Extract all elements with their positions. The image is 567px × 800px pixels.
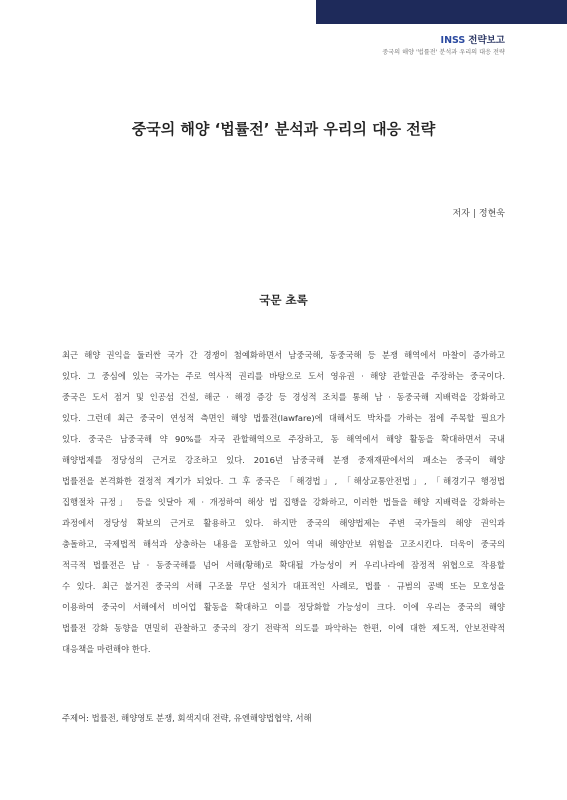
header-color-bar <box>316 0 567 24</box>
brand-series: 전략보고 <box>468 35 505 46</box>
document-title: 중국의 해양 ‘법률전’ 분석과 우리의 대응 전략 <box>131 120 436 138</box>
abstract-heading: 국문 초록 <box>259 293 308 307</box>
keywords: 주제어: 법률전, 해양영토 분쟁, 회색지대 전략, 유엔해양법협약, 서해 <box>62 713 312 723</box>
abstract-line: 법률전을 본격화한 결정적 계기가 되었다. 그 후 중국은 「해경법」, 「해상교통안전법」, 「해경기구 행정법 <box>62 476 505 486</box>
abstract-line: 있다. 그 중심에 있는 국가는 주로 역사적 권리를 바탕으로 도서 영유권 · 해양 관할권을 주장하는 중국이다. <box>62 371 505 381</box>
abstract-line: 이용하여 중국이 서해에서 비어업 활동을 확대하고 이를 정당화할 가능성이 크다. 이에 우리는 중국의 해양 <box>62 602 505 612</box>
abstract-line: 해양법제를 정당성의 근거로 강조하고 있다. 2016년 남중국해 분쟁 중재재판에서의 패소는 중국이 해양 <box>62 455 505 465</box>
author-name: 정현욱 <box>478 209 505 219</box>
running-title: 중국의 해양 '법률전' 분석과 우리의 대응 전략 <box>382 49 505 56</box>
abstract-line: 수 있다. 최근 불거진 중국의 서해 구조물 무단 설치가 대표적인 사례로, 법률 · 규범의 공백 또는 모호성을 <box>62 581 505 591</box>
abstract-line: 법률전 강화 동향을 면밀히 관찰하고 중국의 장기 전략적 의도를 파악하는 한편, 이에 대한 제도적, 안보전략적 <box>62 623 505 633</box>
abstract-line: 있다. 그런데 최근 중국이 연성적 측면인 해양 법률전(lawfare)에 대해서도 박차를 가하는 점에 주목할 필요가 <box>62 413 505 423</box>
author-separator: | <box>472 209 476 219</box>
abstract-line: 충돌하고, 국제법적 해석과 상충하는 내용을 포함하고 있어 역내 해양안보 위험을 고조시킨다. 더욱이 중국의 <box>62 539 505 549</box>
abstract-body <box>62 345 505 660</box>
abstract-line: 집행절차 규정」 등을 잇달아 제 · 개정하여 해상 법 집행을 강화하고, 이러한 법들을 해양 지배력을 강화하는 <box>62 497 505 507</box>
abstract-line: 있다. 중국은 남중국해 약 90%를 자국 관할해역으로 주장하고, 동 해역에서 해양 활동을 확대하면서 국내 <box>62 434 505 444</box>
abstract-line: 과정에서 정당성 확보의 근거로 활용하고 있다. 하지만 중국의 해양법제는 주변 국가들의 해양 권익과 <box>62 518 505 528</box>
abstract-line: 최근 해양 권익을 둘러싼 국가 간 경쟁이 첨예화하면서 남중국해, 동중국해 등 분쟁 해역에서 마찰이 증가하고 <box>62 350 505 360</box>
abstract-line: 대응책을 마련해야 한다. <box>62 644 151 654</box>
author-label: 저자 <box>452 209 470 219</box>
abstract-line: 중국은 도서 점거 및 인공섬 건설, 해군 · 해경 증강 등 경성적 조치를 통해 남 · 동중국해 지배력을 강화하고 <box>62 392 505 402</box>
author-line <box>452 206 505 219</box>
report-brand <box>441 32 505 46</box>
abstract-line: 적극적 법률전은 남 · 동중국해를 넘어 서해(황해)로 확대될 가능성이 커 우리나라에 잠정적 위협으로 작용할 <box>62 560 505 570</box>
brand-logo: INSS <box>440 35 466 46</box>
